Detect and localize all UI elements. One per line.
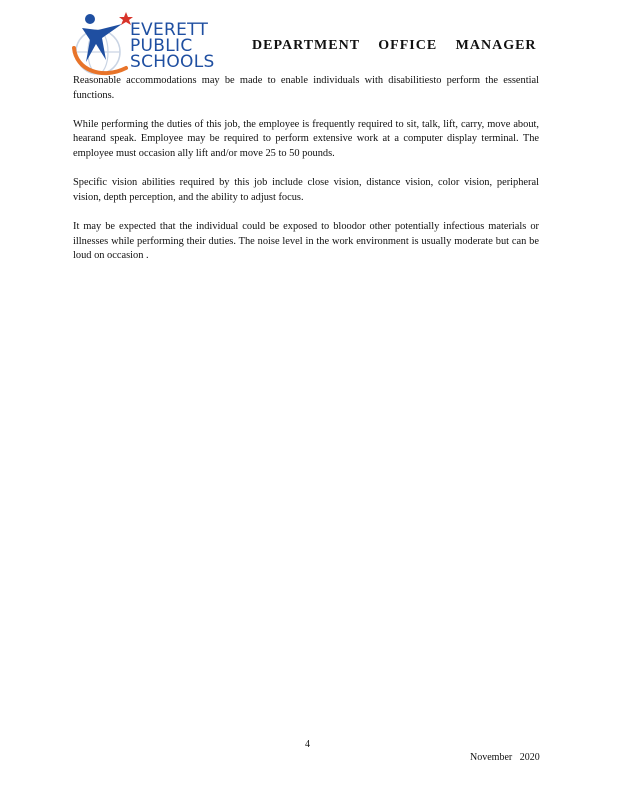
footer-date: November 2020: [470, 752, 540, 763]
district-logo: [68, 10, 248, 80]
page-number: 4: [305, 739, 310, 750]
logo-figure-icon: [68, 10, 138, 80]
logo-wordmark: [130, 22, 215, 70]
logo-line-3: SCHOOLS: [130, 52, 215, 72]
logo-line-2: PUBLIC: [130, 36, 193, 56]
paragraph-work-environment: It may be expected that the individual could be exposed to bloodor other potentially infectious materials or illnesses while performing their duties. The noise level in the work environment is usually moderate but can be loud on occasion .: [73, 220, 539, 262]
paragraph-physical-demands: While performing the duties of this job, the employee is frequently required to sit, talk, lift, carry, move about, hearand speak. Employee may be required to perform extensive work at a computer display terminal. The employee must occasion ally lift and/or move 25 to 50 pounds.: [73, 118, 539, 159]
page-title: DEPARTMENT OFFICE MANAGER: [252, 38, 537, 53]
document-body: [73, 74, 539, 278]
paragraph-vision: Specific vision abilities required by this job include close vision, distance vision, color vision, peripheral vision, depth perception, and the ability to adjust focus.: [73, 177, 539, 203]
logo-line-1: EVERETT: [130, 20, 209, 40]
paragraph-accommodations: Reasonable accommodations may be made to enable individuals with disabilitiesto perform the essential functions.: [73, 75, 539, 101]
